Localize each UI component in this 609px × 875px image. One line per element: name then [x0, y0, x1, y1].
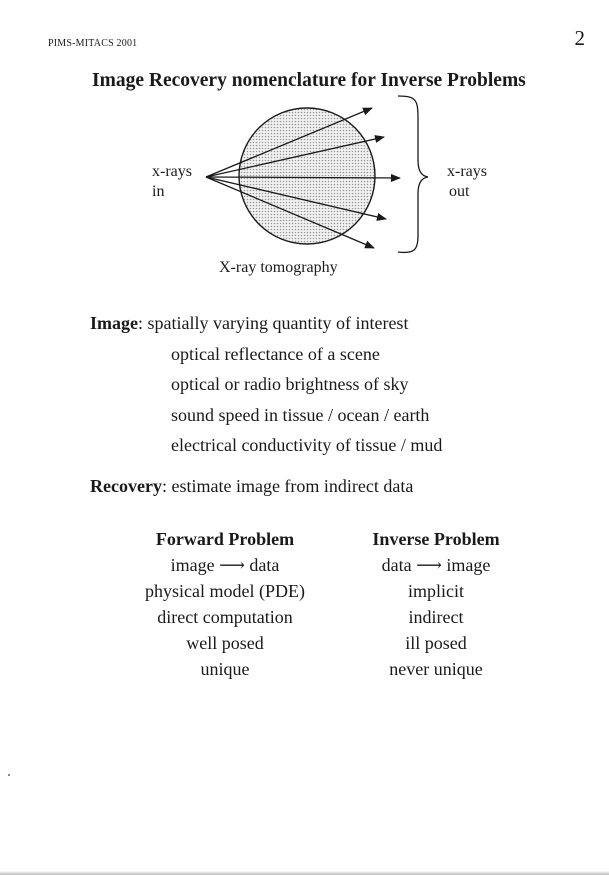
recovery-term: Recovery	[90, 476, 162, 496]
xray-tomography-diagram	[0, 88, 609, 288]
object-circle	[239, 108, 375, 244]
table-row: implicit	[408, 581, 464, 601]
input-label-line1: x-rays	[152, 163, 192, 180]
forward-problem-heading: Forward Problem	[155, 529, 295, 549]
table-row: data ⟶ image	[381, 555, 491, 575]
forward-problem-column	[114, 526, 336, 682]
page-number: 2	[574, 26, 585, 50]
recovery-definition	[90, 476, 413, 497]
table-row: physical model (PDE)	[145, 581, 305, 601]
input-label-line2: in	[152, 183, 165, 200]
table-row: never unique	[389, 659, 483, 679]
image-definition-text: : spatially varying quantity of interest	[138, 313, 409, 333]
diagram-caption: X-ray tomography	[219, 259, 338, 276]
recovery-definition-text: : estimate image from indirect data	[161, 476, 414, 496]
image-term: Image	[90, 313, 138, 333]
output-brace	[398, 96, 428, 252]
output-label-line1: x-rays	[447, 163, 487, 180]
inverse-problem-column	[336, 526, 536, 682]
table-row: unique	[200, 659, 250, 679]
inverse-problem-heading: Inverse Problem	[372, 529, 500, 549]
table-row: indirect	[408, 607, 464, 627]
page-title: Image Recovery nomenclature for Inverse Problems	[92, 70, 526, 91]
list-item: optical reflectance of a scene	[171, 343, 380, 364]
table-row: ill posed	[405, 633, 467, 653]
list-item: sound speed in tissue / ocean / earth	[171, 404, 430, 425]
image-definition	[90, 308, 442, 461]
list-item: optical or radio brightness of sky	[171, 374, 409, 394]
scan-edge	[0, 871, 609, 875]
list-item: electrical conductivity of tissue / mud	[171, 435, 443, 455]
scan-speck	[8, 774, 10, 776]
output-label-line2: out	[449, 183, 470, 200]
image-examples-list	[90, 339, 442, 461]
table-row: direct computation	[157, 607, 293, 627]
table-row: well posed	[186, 633, 264, 653]
header-label: PIMS-MITACS 2001	[48, 38, 138, 49]
table-row: image ⟶ data	[170, 555, 280, 575]
